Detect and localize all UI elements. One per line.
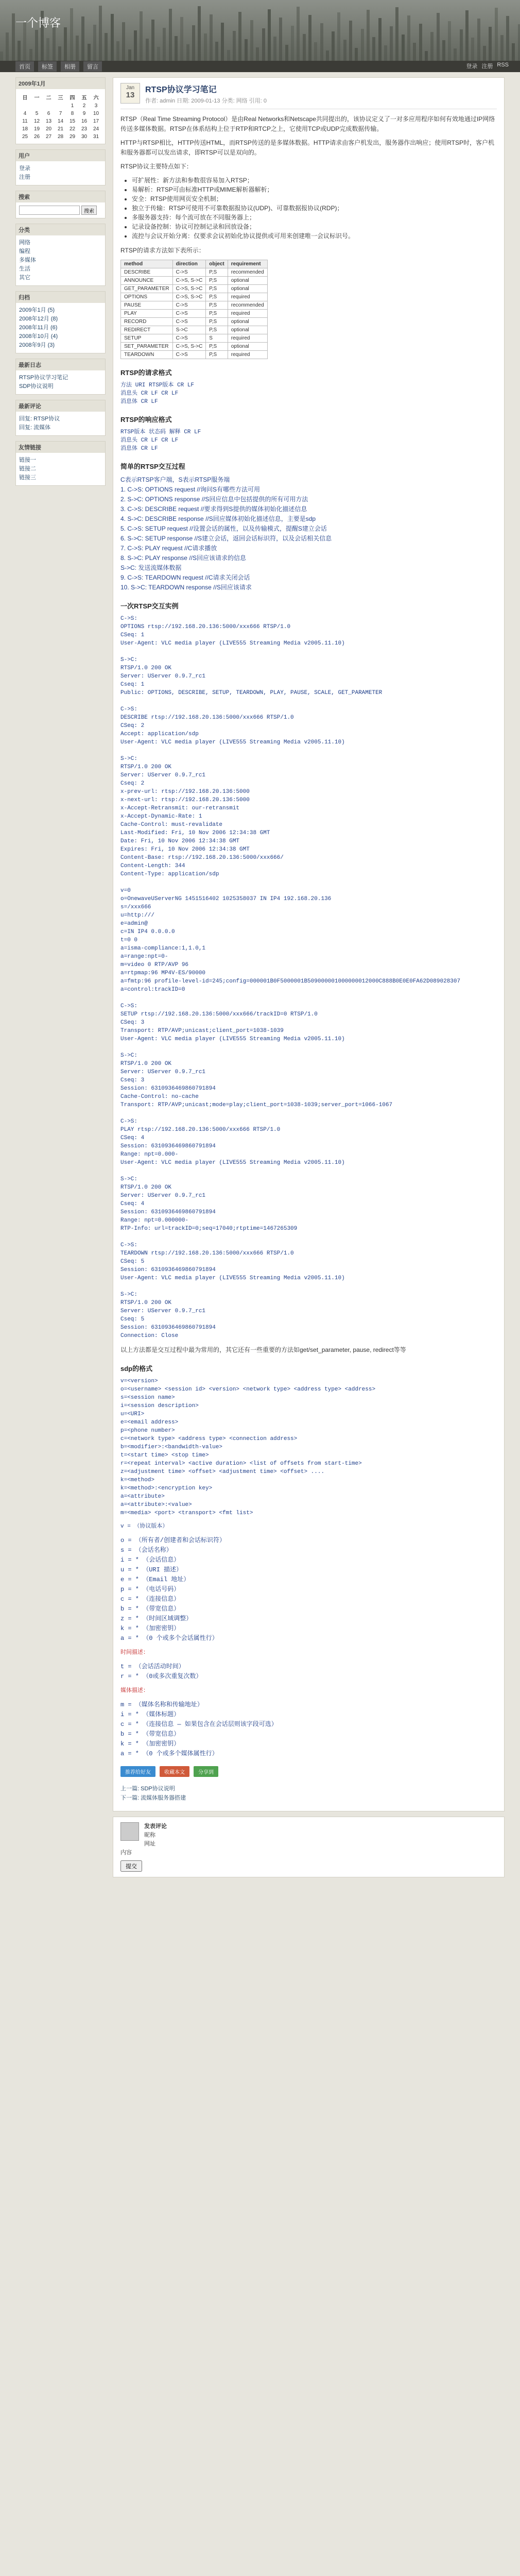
list-item: s = （会话名称） — [120, 1547, 172, 1554]
table-cell: C->S, S->C — [172, 293, 206, 301]
methods-table — [120, 260, 268, 359]
post-meta: 作者: admin 日期: 2009-01-13 分类: 网络 引用: 0 — [145, 98, 267, 104]
list-item: c = * （连接信息） — [120, 1596, 180, 1603]
calendar-day[interactable]: 25 — [22, 134, 28, 140]
list-item: 3. C->S: DESCRIBE request //要求得到S提供的媒体初始化描述信息 — [120, 505, 307, 513]
sidebar-login-link[interactable]: 登录 — [19, 165, 30, 172]
sdp-title: sdp的格式 — [120, 1365, 153, 1372]
nav-home[interactable]: 首页 — [15, 61, 34, 72]
category-link[interactable]: 其它 — [19, 275, 30, 281]
archive-link[interactable]: 2008年10月 (4) — [19, 333, 58, 340]
recent-posts-title: 最新日志 — [16, 359, 105, 370]
calendar-day[interactable]: 30 — [81, 134, 88, 140]
sidebar-register-link[interactable]: 注册 — [19, 174, 30, 180]
table-header-cell: requirement — [228, 260, 267, 268]
table-cell: recommended — [228, 268, 267, 277]
header-login-link[interactable]: 登录 — [466, 63, 478, 70]
calendar-day[interactable]: 6 — [47, 111, 50, 116]
calendar-day[interactable]: 8 — [71, 111, 74, 116]
list-item: e = * （Email 地址） — [120, 1576, 190, 1583]
blog-post — [113, 77, 505, 1811]
features-intro: RTSP协议主要特点如下： — [120, 163, 193, 170]
share-bar — [120, 1766, 497, 1777]
calendar-weekday: 二 — [46, 95, 51, 101]
list-item: z = * （时间区域调整） — [120, 1615, 193, 1622]
calendar-day[interactable]: 7 — [59, 111, 62, 116]
table-row — [121, 326, 268, 334]
table-cell: OPTIONS — [121, 293, 173, 301]
category-link[interactable]: 多媒体 — [19, 257, 36, 263]
friend-link[interactable]: 链接一 — [19, 457, 36, 463]
comment-content-label[interactable]: 内容 — [120, 1850, 132, 1856]
calendar-day[interactable]: 9 — [82, 111, 86, 116]
category-link[interactable]: 网络 — [19, 240, 30, 246]
comment-url-label[interactable]: 网址 — [144, 1841, 155, 1847]
calendar-day[interactable]: 31 — [93, 134, 99, 140]
example-code: C->S: OPTIONS rtsp://192.168.20.136:5000/xxx666 RTSP/1.0 CSeq: 1 User-Agent: VLC media player (LIVE555 Streaming Media v2005.11.10) S->C: RTSP/1.0 200 OK Server: UServer 0.9.7_rc1 Cseq: 1 Public: OPTIONS, DESCRIBE, SETUP, TEARDOWN, PLAY, PAUSE, SCALE, GET_PARAMETER C->S: DESCRIBE rtsp://192.168.20.136:5000/xxx666 RTSP/1.0 CSeq: 2 Accept: application/sdp User-Agent: VLC media player (LIVE555 Streaming Media v2005.11.10) S->C: RTSP/1.0 200 OK Server: UServer 0.9.7_rc1 Cseq: 2 x-prev-url: rtsp://192.168.20.136:5000 x-next-url: rtsp://192.168.20.136:5000 x-Accept-Retransmit: our-retransmit x-Accept-Dynamic-Rate: 1 Cache-Control: must-revalidate Last-Modified: Fri, 10 Nov 2006 12:34:38 GMT Date: Fri, 10 Nov 2006 12:34:38 GMT Expires: Fri, 10 Nov 2006 12:34:38 GMT Content-Base: rtsp://192.168.20.136:5000/xxx666/ Content-Length: 344 Content-Type: application/sdp v=0 o=OnewaveUServerNG 1451516402 1025358037 IN IP4 192.168.20.136 s=/xxx666 u=http:/// e=admin@ c=IN IP4 0.0.0.0 t=0 0 a=isma-compliance:1,1.0,1 a=range:npt=0- m=video 0 RTP/AVP 96 a=rtpmap:96 MP4V-ES/90000 a=fmtp:96 profile-level-id=245;config=000001B0F5000001B509000001000000012000C888B0E0E0FA62D089028307 a=control:trackID=0 C->S: SETUP rtsp://192.168.20.136:5000/xxx666/trackID=0 RTSP/1.0 CSeq: 3 Transport: RTP/AVP;unicast;client_port=1038-1039 User-Agent: VLC media player (LIVE555 Streaming Media v2005.11.10) S->C: RTSP/1.0 200 OK Server: UServer 0.9.7_rc1 Cseq: 3 Session: 6310936469860791894 Cache-Control: no-cache Transport: RTP/AVP;unicast;mode=play;client_port=1038-1039;server_port=1066-1067 C->S: PLAY rtsp://192.168.20.136:5000/xxx666 RTSP/1.0 CSeq: 4 Session: 6310936469860791894 Range: npt=0.000- User-Agent: VLC media player (LIVE555 Streaming Media v2005.11.10) S->C: RTSP/1.0 200 OK Server: UServer 0.9.7_rc1 Cseq: 4 Session: 6310936469860791894 Range: npt=0.000000- RTP-Info: url=trackID=0;seq=17040;rtptime=1467265309 C->S: TEARDOWN rtsp://192.168.20.136:5000/xxx666 RTSP/1.0 CSeq: 5 Session: 6310936469860791894 User-Agent: VLC media player (LIVE555 Streaming Media v2005.11.10) S->C: RTSP/1.0 200 OK Server: UServer 0.9.7_rc1 Cseq: 5 Session: 6310936469860791894 Connection: Close — [120, 616, 461, 1339]
calendar-day[interactable]: 28 — [57, 134, 64, 140]
table-cell: required — [228, 293, 267, 301]
table-row — [121, 334, 268, 343]
recent-post-link[interactable]: RTSP协议学习笔记 — [19, 375, 68, 381]
nav-bar — [0, 61, 520, 72]
categories-widget — [15, 224, 106, 286]
list-item: c = * （连接信息 — 如果包含在会话层则该字段可选） — [120, 1721, 278, 1728]
calendar-day[interactable]: 4 — [23, 111, 27, 116]
list-item: 9. C->S: TEARDOWN request //C请求关闭会话 — [120, 574, 250, 581]
table-row — [121, 293, 268, 301]
table-cell: P,S — [206, 277, 228, 285]
calendar-day — [55, 102, 66, 110]
calendar-table — [19, 92, 102, 141]
section-request-title: RTSP的请求格式 — [120, 369, 172, 377]
calendar-day[interactable]: 22 — [69, 126, 76, 132]
list-item: i = * （媒体标题） — [120, 1711, 180, 1718]
site-header — [0, 0, 520, 72]
calendar-weekday: 四 — [70, 95, 75, 101]
list-item: b = * （带宽信息） — [120, 1605, 180, 1613]
list-item: 1. C->S: OPTIONS request //询问S有哪些方法可用 — [120, 486, 261, 493]
list-item: 6. S->C: SETUP response //S建立会话，返回会话标识符，以及会话相关信息 — [120, 535, 332, 542]
calendar-day[interactable]: 15 — [69, 118, 76, 124]
favorite-button[interactable]: 收藏本文 — [160, 1766, 189, 1777]
list-item: C表示RTSP客户端，S表示RTSP服务端 — [120, 476, 230, 483]
calendar-day[interactable]: 20 — [45, 126, 52, 132]
list-item: o = （所有者/创建者和会话标识符） — [120, 1537, 226, 1544]
calendar-day[interactable]: 26 — [33, 134, 40, 140]
time-title: 时间描述： — [120, 1650, 149, 1656]
comment-submit-button[interactable]: 提交 — [120, 1860, 142, 1872]
time-notes — [120, 1662, 497, 1682]
table-cell: optional — [228, 343, 267, 351]
calendar-day[interactable]: 16 — [81, 118, 88, 124]
post-header — [120, 83, 497, 109]
calendar-day[interactable]: 29 — [69, 134, 76, 140]
table-cell: optional — [228, 277, 267, 285]
recent-post-link[interactable]: SDP协议说明 — [19, 383, 54, 389]
table-header-cell: object — [206, 260, 228, 268]
header-register-link[interactable]: 注册 — [481, 63, 493, 70]
list-item: 4. S->C: DESCRIBE response //S回应媒体初始化描述信息，主要是sdp — [120, 515, 316, 522]
table-cell: C->S, S->C — [172, 285, 206, 293]
table-cell: C->S, S->C — [172, 277, 206, 285]
table-cell: optional — [228, 326, 267, 334]
calendar-title: 2009年1月 — [16, 78, 105, 89]
section-response-title: RTSP的响应格式 — [120, 416, 172, 423]
post-navigation — [120, 1784, 497, 1803]
next-post-link[interactable]: 下一篇: 流媒体服务器搭建 — [120, 1795, 186, 1801]
table-cell: TEARDOWN — [121, 351, 173, 359]
calendar-day — [43, 102, 55, 110]
nav-album[interactable]: 相册 — [61, 61, 79, 72]
table-row — [121, 285, 268, 293]
table-row — [121, 351, 268, 359]
table-cell: SETUP — [121, 334, 173, 343]
table-cell: C->S — [172, 301, 206, 310]
feature-item: • 易解析：RTSP可由标准HTTP或MIME解析器解析； — [132, 185, 497, 194]
table-cell: required — [228, 351, 267, 359]
search-widget-title: 搜索 — [16, 191, 105, 202]
calendar-day[interactable]: 17 — [93, 118, 99, 124]
calendar-day[interactable]: 14 — [57, 118, 64, 124]
table-cell: DESCRIBE — [121, 268, 173, 277]
table-cell: P,S — [206, 351, 228, 359]
table-cell: C->S — [172, 268, 206, 277]
calendar-day[interactable]: 13 — [45, 118, 52, 124]
sdp-notes — [120, 1536, 497, 1643]
table-cell: GET_PARAMETER — [121, 285, 173, 293]
feature-item: • 安全：RTSP使用网页安全机制； — [132, 194, 497, 204]
list-item: b = * （带宽信息） — [120, 1731, 180, 1738]
list-item: 2. S->C: OPTIONS response //S回应信息中包括提供的所有可用方法 — [120, 496, 308, 503]
prev-post-link[interactable]: 上一篇: SDP协议说明 — [120, 1786, 175, 1792]
media-title: 媒体描述： — [120, 1688, 149, 1694]
date-icon — [120, 83, 140, 104]
table-cell: P,S — [206, 343, 228, 351]
table-cell: C->S, S->C — [172, 343, 206, 351]
header-rss-link[interactable]: RSS — [497, 62, 509, 68]
calendar-day[interactable]: 2 — [82, 103, 86, 109]
calendar-day[interactable]: 21 — [57, 126, 64, 132]
feature-item: • 记录设备控制：协议可控制记录和回放设备； — [132, 222, 497, 231]
recent-posts-widget — [15, 359, 106, 395]
table-cell: S — [206, 334, 228, 343]
category-link[interactable]: 编程 — [19, 248, 30, 255]
date-month: Jan — [126, 85, 135, 91]
list-item: u = * （URI 描述） — [120, 1566, 183, 1573]
calendar-widget — [15, 77, 106, 144]
table-cell: S->C — [172, 326, 206, 334]
comment-form-title: 发表评论 — [144, 1823, 167, 1829]
links-widget — [15, 441, 106, 486]
calendar-day[interactable]: 11 — [22, 118, 28, 124]
calendar-weekday: 日 — [22, 95, 28, 101]
table-cell: required — [228, 310, 267, 318]
calendar-day[interactable]: 19 — [33, 126, 40, 132]
table-cell: optional — [228, 285, 267, 293]
intro-paragraph: HTTP与RTSP相比，HTTP传送HTML，而RTSP传送的是多媒体数据。HTTP请求由客户机发出，服务器作出响应；使用RTSP时，客户机和服务器都可以发出请求，即RTSP可以是双向的。 — [120, 139, 495, 156]
table-row — [121, 301, 268, 310]
friend-link[interactable]: 链接三 — [19, 474, 36, 481]
flow-list — [120, 475, 497, 592]
categories-title: 分类 — [16, 224, 105, 235]
table-cell: P,S — [206, 285, 228, 293]
calendar-day[interactable]: 5 — [35, 111, 39, 116]
sdp-notes-title: v = （协议版本） — [120, 1523, 168, 1530]
sdp-code: v=<version> o=<username> <session id> <version> <network type> <address type> <address> s=<session name> i=<session description> u=<URI> e=<email address> p=<phone number> c=<network type> <address type> <connection address> b=<modifier>:<bandwidth-value> t=<start time> <stop time> r=<repeat interval> <active duration> <list of offsets from start-time> z=<adjustment time> <offset> <adjustment time> <offset> .... k=<method> k=<method>:<encryption key> a=<attribute> a=<attribute>:<value> m=<media> <port> <transport> <fmt list> — [120, 1378, 376, 1516]
archive-link[interactable]: 2008年9月 (3) — [19, 342, 55, 348]
calendar-weekday: 一 — [34, 95, 40, 101]
archive-link[interactable]: 2008年12月 (8) — [19, 316, 58, 322]
feature-item: • 多服务器支持：每个流可放在不同服务器上； — [132, 213, 497, 222]
archive-link[interactable]: 2008年11月 (6) — [19, 325, 58, 331]
search-widget — [15, 191, 106, 218]
list-item: S->C: 发送流媒体数据 — [120, 564, 182, 571]
list-item: i = * （会话信息） — [120, 1556, 180, 1564]
list-item: 5. C->S: SETUP request //设置会话的属性，以及传输模式，提醒S建立会话 — [120, 525, 327, 532]
search-input[interactable] — [19, 206, 80, 215]
table-cell: P,S — [206, 293, 228, 301]
request-format-code: 方法 URI RTSP版本 CR LF 消息头 CR LF CR LF 消息体 CR LF — [120, 382, 195, 405]
table-cell: P,S — [206, 268, 228, 277]
list-item: 8. S->C: PLAY response //S回应该请求的信息 — [120, 554, 246, 562]
recent-comment-link[interactable]: 回复: 流媒体 — [19, 425, 51, 431]
outro-paragraph: 以上方法都是交互过程中最为常用的，其它还有一些重要的方法如get/set_parameter, pause, redirect等等 — [120, 1346, 406, 1353]
feature-item: • 流控与会议开始分离：仅要求会议初始化协议提供或可用来创建唯一会议标识号。 — [132, 231, 497, 241]
sidebar — [15, 77, 106, 1877]
table-intro: RTSP的请求方法如下表所示： — [120, 247, 205, 254]
list-item: r = * （0或多次重复次数） — [120, 1673, 202, 1680]
recent-comment-link[interactable]: 回复: RTSP协议 — [19, 416, 60, 422]
section-flow-title: 简单的RTSP交互过程 — [120, 463, 185, 470]
table-row — [121, 277, 268, 285]
table-cell: P,S — [206, 326, 228, 334]
nav-tags[interactable]: 标签 — [38, 61, 57, 72]
calendar-day[interactable]: 10 — [93, 111, 99, 116]
table-cell: PLAY — [121, 310, 173, 318]
table-header-cell: method — [121, 260, 173, 268]
calendar-day[interactable]: 1 — [71, 103, 74, 109]
table-cell: C->S — [172, 310, 206, 318]
feature-item: • 独立于传输：RTSP可使用不可靠数据报协议(UDP)、可靠数据报协议(RDP)； — [132, 204, 497, 213]
table-cell: C->S — [172, 334, 206, 343]
recommend-button[interactable]: 推荐给好友 — [120, 1766, 155, 1777]
table-header-cell: direction — [172, 260, 206, 268]
calendar-day[interactable]: 3 — [94, 103, 98, 109]
list-item: t = （会话活动时间） — [120, 1663, 185, 1670]
table-cell: P,S — [206, 310, 228, 318]
main-content — [113, 77, 505, 1877]
table-cell: required — [228, 334, 267, 343]
share-button[interactable]: 分享到 — [194, 1766, 218, 1777]
table-row — [121, 268, 268, 277]
media-notes — [120, 1700, 497, 1759]
list-item: a = * （0 个或多个媒体属性行） — [120, 1750, 218, 1757]
response-format-code: RTSP版本 状态码 解释 CR LF 消息头 CR LF CR LF 消息体 CR LF — [120, 429, 201, 452]
list-item: m = （媒体名称和传输地址） — [120, 1701, 203, 1708]
calendar-weekday: 六 — [93, 95, 99, 101]
list-item: 10. S->C: TEARDOWN response //S回应该请求 — [120, 584, 252, 591]
calendar-weekday: 三 — [58, 95, 63, 101]
intro-paragraph: RTSP（Real Time Streaming Protocol）是由Real Networks和Netscape共同提出的，该协议定义了一对多应用程序如何有效地通过IP网络传送多媒体数据。RTSP在体系结构上位于RTP和RTCP之上，它使用TCP或UDP完成数据传输。 — [120, 115, 495, 132]
archive-link[interactable]: 2009年1月 (5) — [19, 307, 55, 313]
table-row — [121, 310, 268, 318]
table-cell: PAUSE — [121, 301, 173, 310]
date-day: 13 — [126, 91, 135, 99]
comment-form — [113, 1817, 505, 1877]
header-links — [466, 62, 509, 70]
table-cell: P,S — [206, 301, 228, 310]
recent-comments-widget — [15, 400, 106, 436]
table-cell: optional — [228, 318, 267, 326]
archives-title: 归档 — [16, 292, 105, 303]
calendar-weekday: 五 — [81, 95, 87, 101]
table-row — [121, 343, 268, 351]
calendar-day[interactable]: 12 — [33, 118, 40, 124]
list-item: p = * （电话号码） — [120, 1586, 180, 1593]
avatar — [120, 1822, 139, 1841]
table-cell: ANNOUNCE — [121, 277, 173, 285]
list-item: k = * （加密密钥） — [120, 1740, 180, 1748]
list-item: k = * （加密密钥） — [120, 1625, 180, 1632]
calendar-day[interactable]: 18 — [22, 126, 28, 132]
table-cell: C->S — [172, 351, 206, 359]
calendar-day — [19, 102, 31, 110]
post-body — [120, 114, 497, 1759]
calendar-day[interactable]: 23 — [81, 126, 88, 132]
section-example-title: 一次RTSP交互实例 — [120, 602, 179, 610]
links-title: 友情链接 — [16, 442, 105, 453]
category-link[interactable]: 生活 — [19, 266, 30, 272]
user-widget-title: 用户 — [16, 150, 105, 161]
archives-widget — [15, 291, 106, 353]
site-title[interactable]: 一个博客 — [15, 17, 61, 30]
comment-name-label[interactable]: 昵称 — [144, 1832, 155, 1838]
table-cell: recommended — [228, 301, 267, 310]
user-widget — [15, 149, 106, 185]
list-item: a = * （0 个或多个会话属性行） — [120, 1635, 218, 1642]
table-cell: P,S — [206, 318, 228, 326]
post-title[interactable]: RTSP协议学习笔记 — [145, 86, 217, 94]
table-cell: RECORD — [121, 318, 173, 326]
table-cell: C->S — [172, 318, 206, 326]
calendar-day[interactable]: 27 — [45, 134, 52, 140]
features-list — [132, 176, 497, 241]
recent-comments-title: 最新评论 — [16, 400, 105, 412]
calendar-day[interactable]: 24 — [93, 126, 99, 132]
table-cell: SET_PARAMETER — [121, 343, 173, 351]
table-cell: REDIRECT — [121, 326, 173, 334]
nav-guestbook[interactable]: 留言 — [83, 61, 102, 72]
search-button[interactable]: 搜索 — [81, 206, 97, 215]
content-wrapper — [15, 77, 505, 1877]
list-item: 7. C->S: PLAY request //C请求播放 — [120, 545, 217, 552]
table-row — [121, 318, 268, 326]
calendar-day — [31, 102, 43, 110]
feature-item: • 可扩展性：新方法和参数很容易加入RTSP； — [132, 176, 497, 185]
friend-link[interactable]: 链接二 — [19, 466, 36, 472]
